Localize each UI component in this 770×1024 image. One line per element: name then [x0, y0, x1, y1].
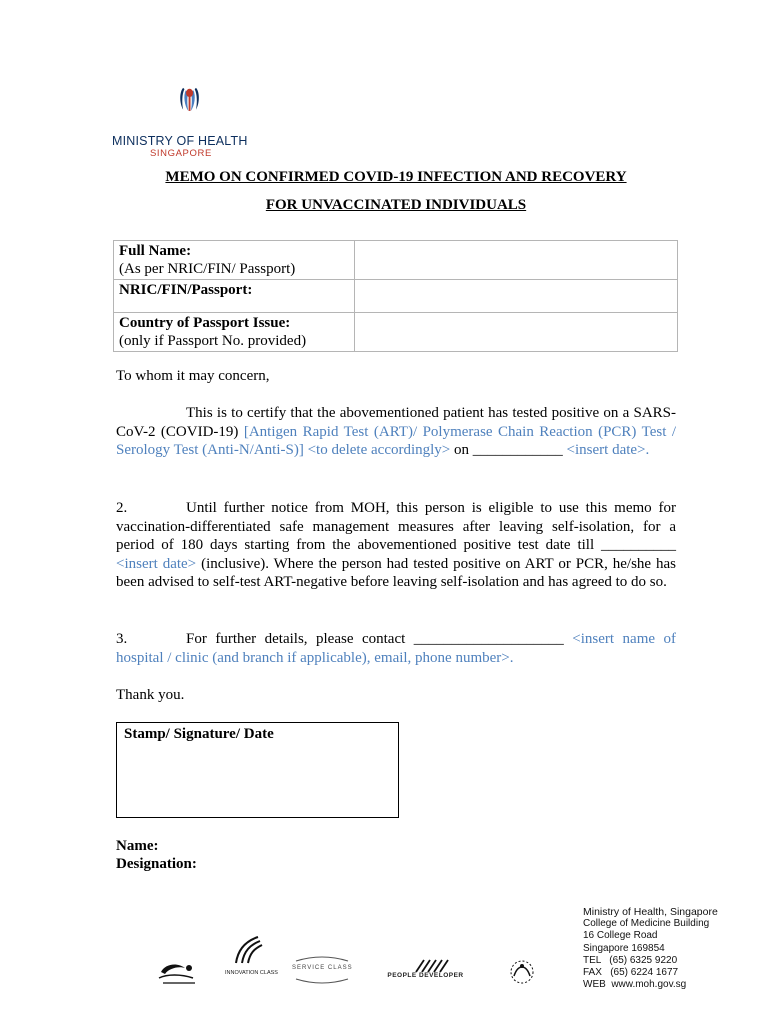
health-promotion-logo	[500, 956, 548, 988]
p2-text-b: (inclusive). Where the person had tested positive on ART or PCR, he/she has been advised to self-test ART-negative before leaving self-isolation and has agreed to do so.	[116, 555, 677, 590]
salutation: To whom it may concern,	[116, 368, 270, 384]
paragraph-2	[116, 499, 676, 592]
country-cell	[114, 313, 355, 352]
p2-date-placeholder: <insert date>	[116, 555, 197, 572]
address-postal: Singapore 169854	[583, 942, 665, 954]
country-hint: (only if Passport No. provided)	[119, 333, 307, 349]
address-org: Ministry of Health, Singapore	[583, 906, 718, 918]
p3-contact-placeholder: <insert name of hospital / clinic (and branch if applicable), email, phone number>.	[116, 631, 677, 666]
country-field[interactable]	[355, 313, 678, 352]
nric-label: NRIC/FIN/Passport:	[119, 282, 253, 298]
full-name-label: Full Name:	[119, 243, 192, 259]
paragraph-3	[116, 630, 676, 667]
address-web: WEB www.moh.gov.sg	[583, 979, 687, 991]
ministry-name: MINISTRY OF HEALTH	[112, 134, 248, 148]
address-tel: TEL (65) 6325 9220	[583, 954, 678, 966]
moh-address-block	[583, 906, 718, 991]
moh-logo	[112, 84, 262, 134]
name-label: Name:	[116, 838, 159, 854]
p3-number: 3.	[116, 631, 128, 647]
p1-test-type-placeholder: [Antigen Rapid Test (ART)/ Polymerase Chain Reaction (PCR) Test / Serology Test (Anti-N/Anti-S)] <to delete accordingly>	[116, 423, 676, 458]
p1-text-b: on ____________	[450, 442, 567, 458]
address-fax: FAX (65) 6224 1677	[583, 967, 679, 979]
memo-title-line2: FOR UNVACCINATED INDIVIDUALS	[265, 197, 527, 213]
stamp-label: Stamp/ Signature/ Date	[124, 726, 274, 742]
innovation-class-label: INNOVATION CLASS	[225, 970, 278, 976]
paragraph-1	[116, 404, 676, 460]
closing: Thank you.	[116, 687, 185, 703]
country-label: Country of Passport Issue:	[119, 315, 291, 331]
nric-cell	[114, 280, 355, 313]
innovation-class-icon	[228, 935, 268, 965]
p2-text-a: Until further notice from MOH, this person is eligible to use this memo for vaccination-differentiated safe management measures after leaving self-isolation, for a period of 180 days starting from the abovementioned positive test date till __________	[116, 500, 676, 553]
p1-date-placeholder: <insert date>.	[566, 442, 650, 458]
people-developer-label: PEOPLE DEVELOPER	[387, 972, 464, 979]
singapore-quality-logo	[155, 958, 203, 990]
memo-title-line1: MEMO ON CONFIRMED COVID-19 INFECTION AND RECOVERY	[165, 169, 627, 185]
patient-info-table	[113, 240, 678, 352]
ministry-country: SINGAPORE	[150, 148, 212, 159]
p2-number: 2.	[116, 500, 128, 516]
full-name-hint: (As per NRIC/FIN/ Passport)	[119, 261, 296, 277]
full-name-cell	[114, 241, 355, 280]
designation-label: Designation:	[116, 856, 197, 872]
nric-field[interactable]	[355, 280, 678, 313]
full-name-field[interactable]	[355, 241, 678, 280]
service-class-label: SERVICE CLASS	[292, 965, 353, 971]
people-developer-icon	[412, 956, 452, 974]
p3-text-a: For further details, please contact ____________________	[186, 631, 573, 647]
address-building: College of Medicine Building	[583, 918, 710, 930]
address-street: 16 College Road	[583, 930, 658, 942]
p1-text-a: This is to certify that the abovementioned patient has tested positive on a SARS-CoV-2 (COVID-19)	[116, 405, 676, 440]
stamp-signature-box[interactable]	[116, 722, 399, 818]
